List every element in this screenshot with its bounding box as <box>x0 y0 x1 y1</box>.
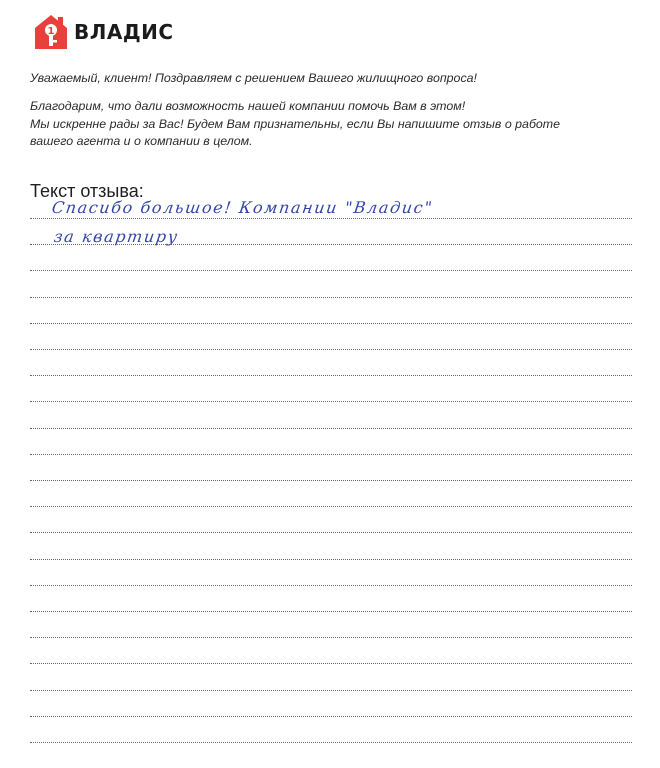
writing-rule <box>30 480 632 481</box>
intro-line: Мы искренне рады за Вас! Будем Вам признательны, если Вы напишите отзыв о работе <box>30 116 561 131</box>
writing-rule <box>30 401 632 402</box>
writing-rule <box>30 611 632 612</box>
writing-rule <box>30 663 632 664</box>
brand-name: ВЛАДИС <box>74 20 174 44</box>
writing-rule <box>30 270 632 271</box>
writing-rule <box>30 323 632 324</box>
writing-rule <box>30 559 632 560</box>
handwritten-review-line: за квартиру <box>52 227 180 246</box>
intro-line: Благодарим, что дали возможность нашей компании помочь Вам в этом! <box>30 99 466 113</box>
writing-rule <box>30 349 632 350</box>
logo-digit: 1 <box>47 26 55 37</box>
writing-rule <box>30 742 632 743</box>
writing-rule <box>30 297 632 298</box>
writing-rule <box>30 690 632 691</box>
writing-rule <box>30 585 632 586</box>
writing-rule <box>30 375 632 376</box>
review-writing-area <box>30 0 632 768</box>
greeting-text: Уважаемый, клиент! Поздравляем с решением Вашего жилищного вопроса! <box>30 71 477 85</box>
writing-rule <box>30 218 632 219</box>
writing-rule <box>30 637 632 638</box>
handwritten-review-line: Спасибо большое! Компании "Владис" <box>50 198 435 217</box>
intro-line: вашего агента и о компании в целом. <box>30 134 253 148</box>
writing-rule <box>30 428 632 429</box>
writing-rule <box>30 716 632 717</box>
writing-rule <box>30 454 632 455</box>
review-heading: Текст отзыва: <box>30 181 144 201</box>
writing-rule <box>30 506 632 507</box>
writing-rule <box>30 532 632 533</box>
